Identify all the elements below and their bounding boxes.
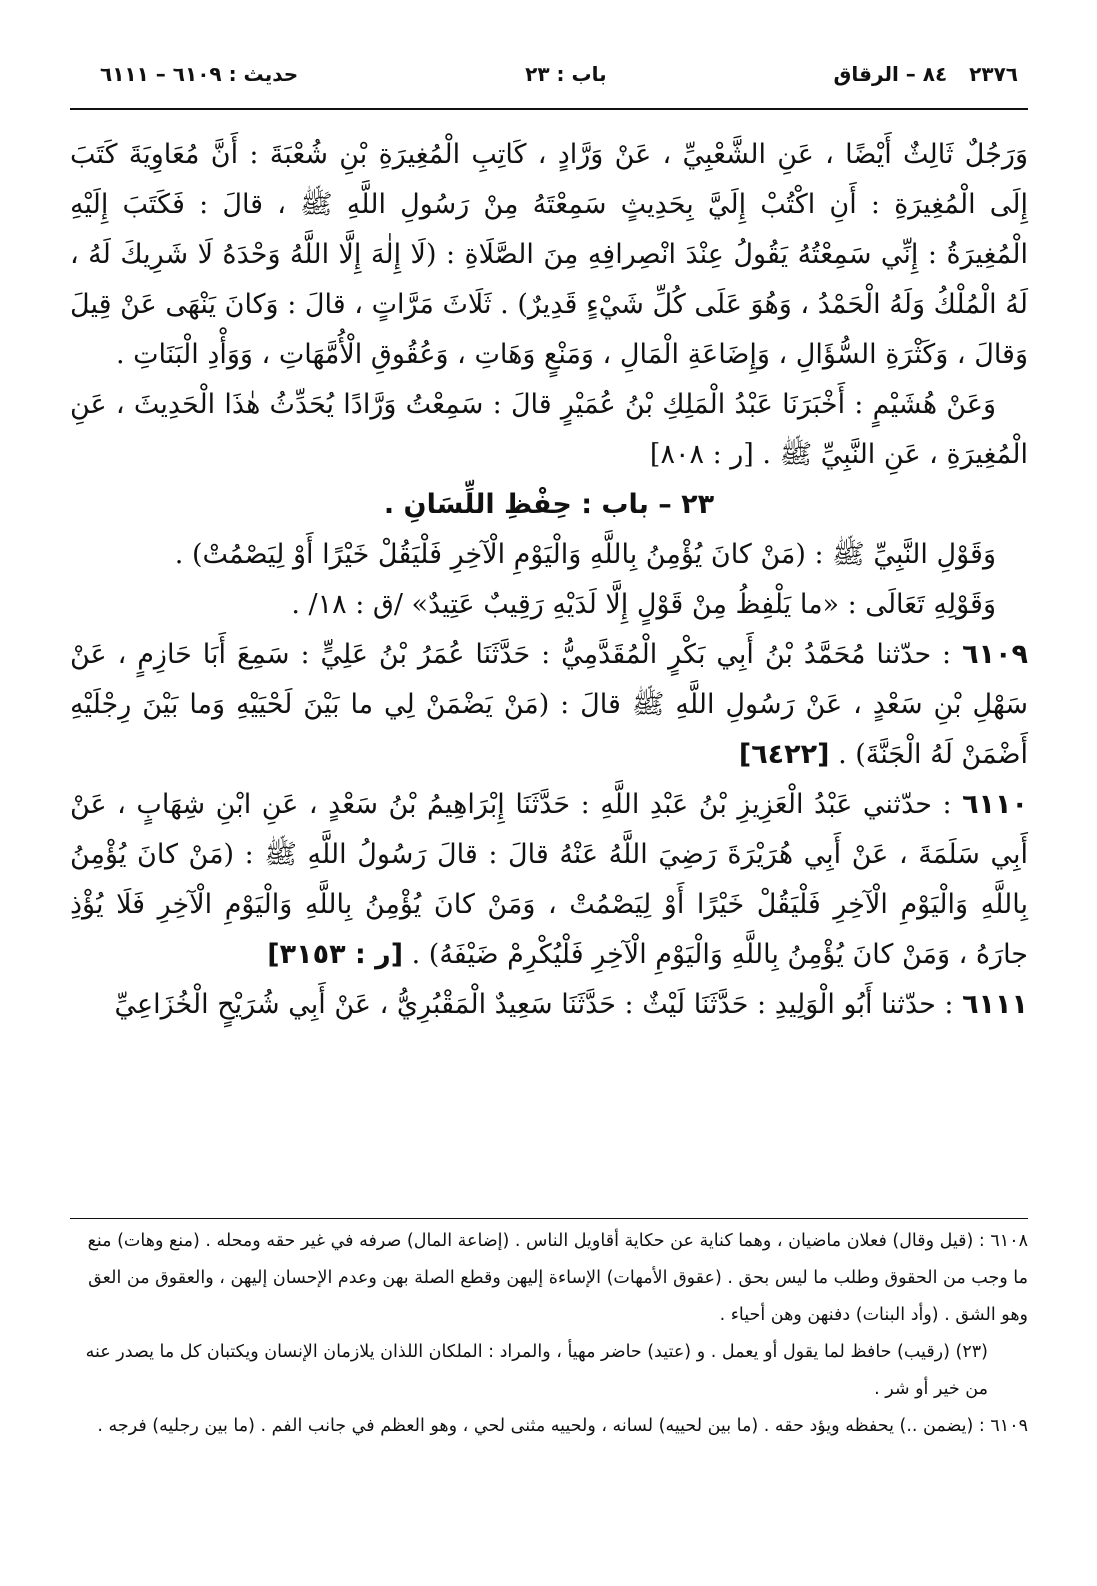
paragraph-4: وَقَوْلِهِ تَعَالَى : «ما يَلْفِظُ مِنْ قَوْلٍ إِلَّا لَدَيْهِ رَقِيبٌ عَتِيدٌ» /ق : ١٨/ . (291, 589, 996, 620)
hadith-text: : حدّثنا أَبُو الْوَلِيدِ : حَدَّثَنَا لَيْثٌ : حَدَّثَنَا سَعِيدٌ الْمَقْبُرِيُّ ، عَنْ أَبِي شُرَيْحٍ الْخُزَاعِيِّ (114, 989, 954, 1020)
book-title: ٨٤ – الرقاق (833, 62, 948, 86)
book-page (70, 62, 1028, 1030)
hadith-6109 (70, 630, 1028, 780)
hadith-6111 (70, 980, 1028, 1030)
hadith-number: ٦١١٠ (962, 789, 1028, 820)
chapter-title: ٢٣ – باب : حِفْظِ اللِّسَانِ . (383, 489, 715, 520)
page-number: ٢٣٧٦ (969, 62, 1018, 86)
footnote-6109 (70, 1408, 1028, 1445)
bab-label: باب : ٢٣ (525, 62, 607, 86)
hadith-6110 (70, 780, 1028, 980)
main-text (70, 130, 1028, 1030)
footnotes (70, 1218, 1028, 1445)
paragraph-2-text: وَعَنْ هُشَيْمٍ : أَخْبَرَنَا عَبْدُ الْمَلِكِ بْنُ عُمَيْرٍ قالَ : سَمِعْتُ وَرَّادًا يُحَدِّثُ هٰذَا الْحَدِيثَ ، عَنِ الْمُغِيرَةِ ، عَنِ النَّبِيِّ ﷺ . (70, 389, 1028, 470)
header-right (834, 62, 1018, 86)
hadith-text: : حدّثني عَبْدُ الْعَزِيزِ بْنُ عَبْدِ اللَّهِ : حَدَّثَنَا إِبْرَاهِيمُ بْنُ سَعْدٍ ، عَنِ ابْنِ شِهَابٍ ، عَنْ أَبِي سَلَمَةَ ، عَنْ أَبِي هُرَيْرَةَ رَضِيَ اللَّهُ عَنْهُ قالَ : قالَ رَسُولُ اللَّهِ ﷺ : (مَنْ كانَ يُؤْمِنُ بِاللَّهِ وَالْيَوْمِ الْآخِرِ فَلْيَقُلْ خَيْرًا أَوْ لِيَصْمُتْ ، وَمَنْ كانَ يُؤْمِنُ بِاللَّهِ وَالْيَوْمِ الْآخِرِ فَلَا يُؤْذِ جارَهُ ، وَمَنْ كانَ يُؤْمِنُ بِاللَّهِ وَالْيَوْمِ الْآخِرِ فَلْيُكْرِمْ ضَيْفَهُ) . (70, 789, 1028, 970)
footnote-number: ٦١٠٩ (990, 1416, 1028, 1436)
paragraph-2-ref: [ر : ٨٠٨] (649, 439, 754, 470)
paragraph-3: وَقَوْلِ النَّبِيِّ ﷺ : (مَنْ كانَ يُؤْمِنُ بِاللَّهِ وَالْيَوْمِ الْآخِرِ فَلْيَقُلْ خَيْرًا أَوْ لِيَصْمُتْ) . (174, 539, 996, 570)
hadith-range: حديث : ٦١٠٩ – ٦١١١ (100, 62, 299, 86)
paragraph-1: وَرَجُلٌ ثَالِثٌ أَيْضًا ، عَنِ الشَّعْبِيِّ ، عَنْ وَرَّادٍ ، كَاتِبِ الْمُغِيرَةِ بْنِ شُعْبَةَ : أَنَّ مُعَاوِيَةَ كَتَبَ إِلَى الْمُغِيرَةِ : أَنِ اكْتُبْ إِلَيَّ بِحَدِيثٍ سَمِعْتَهُ مِنْ رَسُولِ اللَّهِ ﷺ ، قالَ : فَكَتَبَ إِلَيْهِ الْمُغِيرَةُ : إِنِّي سَمِعْتُهُ يَقُولُ عِنْدَ انْصِرافِهِ مِنَ الصَّلَاةِ : (لَا إِلٰهَ إِلَّا اللَّهُ وَحْدَهُ لَا شَرِيكَ لَهُ ، لَهُ الْمُلْكُ وَلَهُ الْحَمْدُ ، وَهُوَ عَلَى كُلِّ شَيْءٍ قَدِيرٌ) . ثَلَاثَ مَرَّاتٍ ، قالَ : وَكانَ يَنْهَى عَنْ قِيلَ وَقالَ ، وَكَثْرَةِ السُّؤَالِ ، وَإِضَاعَةِ الْمَالِ ، وَمَنْعٍ وَهَاتِ ، وَعُقُوقِ الْأُمَّهَاتِ ، وَوَأْدِ الْبَنَاتِ . (70, 139, 1028, 370)
hadith-number: ٦١١١ (962, 989, 1028, 1020)
hadith-number: ٦١٠٩ (962, 639, 1028, 670)
running-header (70, 62, 1028, 110)
footnote-number: ٦١٠٨ (990, 1231, 1028, 1251)
footnote-text: : (يضمن ..) يحفظه ويؤد حقه . (ما بين لحييه) لسانه ، ولحييه مثنى لحي ، وهو العظم في جانب الفم . (ما بين رجليه) فرجه . (97, 1416, 985, 1436)
hadith-ref: [ر : ٣١٥٣] (267, 939, 404, 970)
footnote-rule (70, 1218, 1028, 1219)
hadith-text: : حدّثنا مُحَمَّدُ بْنُ أَبِي بَكْرٍ الْمُقَدَّمِيُّ : حَدَّثَنَا عُمَرُ بْنُ عَلِيٍّ : سَمِعَ أَبَا حَازِمٍ ، عَنْ سَهْلِ بْنِ سَعْدٍ ، عَنْ رَسُولِ اللَّهِ ﷺ قالَ : (مَنْ يَضْمَنْ لِي ما بَيْنَ لَحْيَيْهِ وَما بَيْنَ رِجْلَيْهِ أَضْمَنْ لَهُ الْجَنَّةَ) . (70, 639, 1028, 770)
footnote-23: (٢٣) (رقيب) حافظ لما يقول أو يعمل . و (عتيد) حاضر مهيأ ، والمراد : الملكان اللذان يلازمان الإنسان ويكتبان كل ما يصدر عنه من خير أو شر . (85, 1342, 988, 1399)
footnote-6108 (70, 1223, 1028, 1334)
paragraph-2 (70, 380, 1028, 480)
hadith-ref: [٦٤٢٢] (738, 739, 830, 770)
footnote-text: : (قيل وقال) فعلان ماضيان ، وهما كناية عن حكاية أقاويل الناس . (إضاعة المال) صرفه في غير حقه ومحله . (منع وهات) منع ما وجب من الحقوق وطلب ما ليس بحق . (عقوق الأمهات) الإساءة إليهن وقطع الصلة بهن وعدم الإحسان إليهن ، والعقوق من العق وهو الشق . (وأد البنات) دفنهن وهن أحياء . (87, 1231, 1028, 1325)
